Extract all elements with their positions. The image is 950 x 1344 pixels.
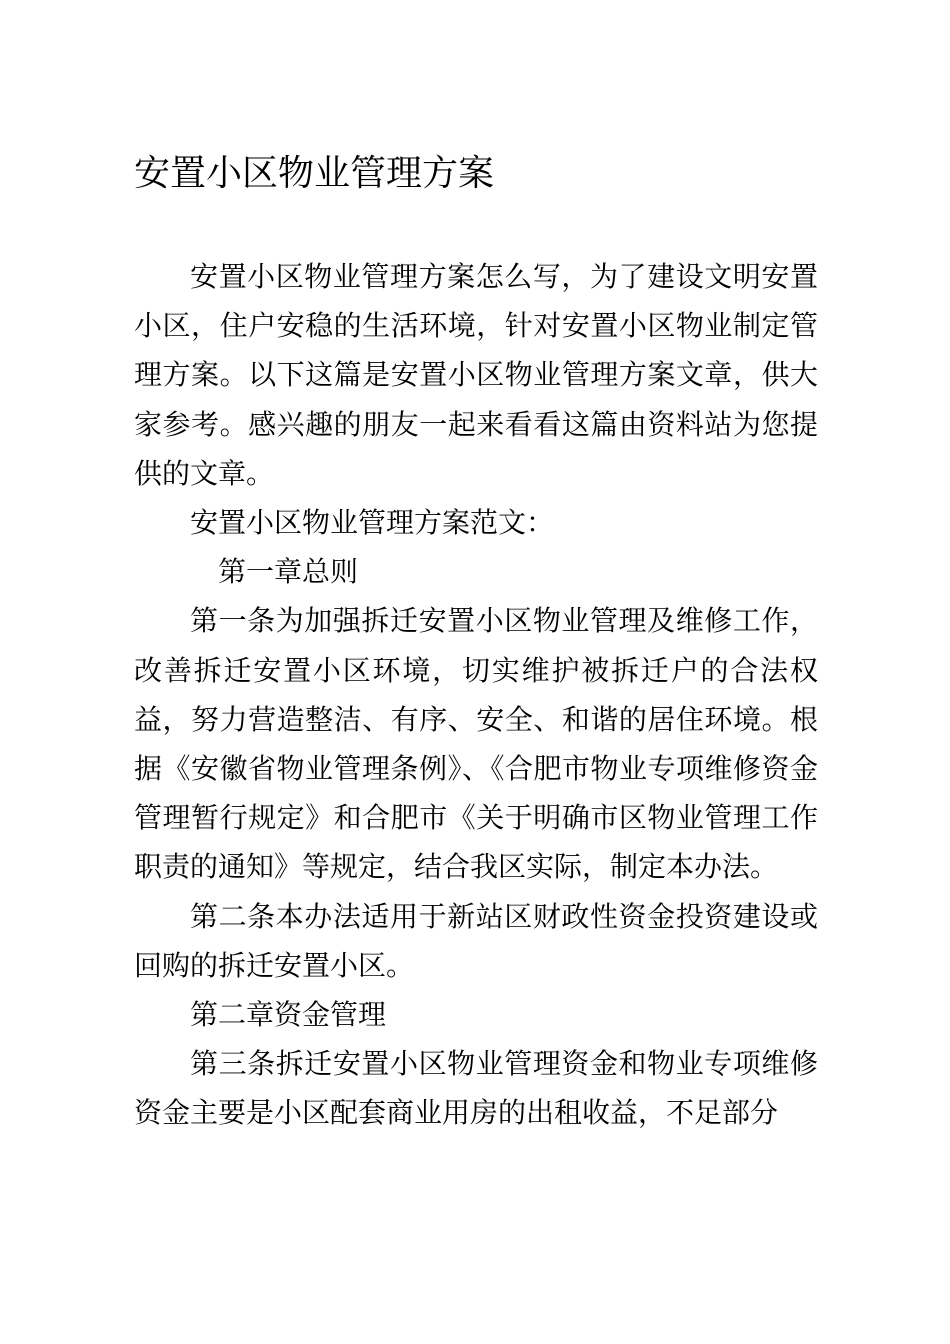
document-body [134,252,818,1138]
chapter-heading-1: 第一章总则 [218,555,359,589]
document-title: 安置小区物业管理方案 [134,153,495,194]
chapter-heading-2: 第二章资金管理 [190,998,387,1032]
paragraph-sample-heading: 安置小区物业管理方案范文： [190,506,555,540]
paragraph-intro: 安置小区物业管理方案怎么写，为了建设文明安置小区，住户安稳的生活环境，针对安置小区物业制定管理方案。以下这篇是安置小区物业管理方案文章，供大家参考。感兴趣的朋友一起来看看这篇由资料站为您提供的文章。 [134,260,818,490]
article-3: 第三条拆迁安置小区物业管理资金和物业专项维修资金主要是小区配套商业用房的出租收益，不足部分 [134,1047,818,1130]
article-2: 第二条本办法适用于新站区财政性资金投资建设或回购的拆迁安置小区。 [134,899,818,982]
article-1: 第一条为加强拆迁安置小区物业管理及维修工作，改善拆迁安置小区环境，切实维护被拆迁户的合法权益，努力营造整洁、有序、安全、和谐的居住环境。根据《安徽省物业管理条例》、《合肥市物业专项维修资金管理暂行规定》和合肥市《关于明确市区物业管理工作职责的通知》等规定，结合我区实际，制定本办法。 [134,604,818,884]
